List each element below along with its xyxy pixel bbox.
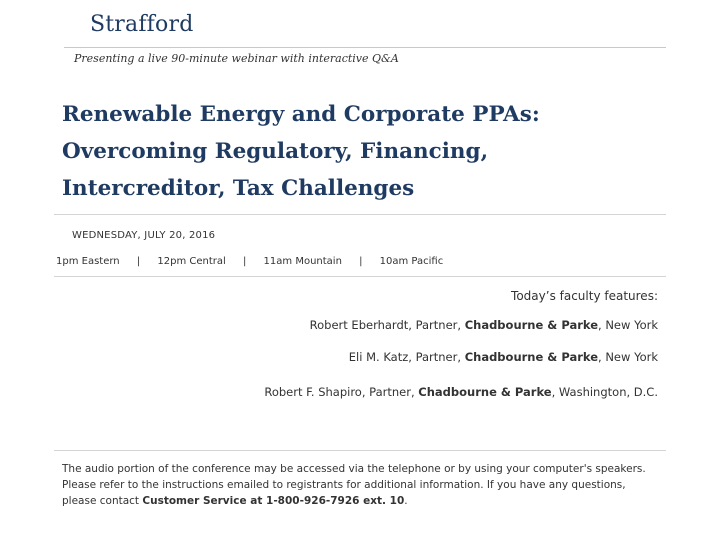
time-mountain: 11am Mountain bbox=[263, 256, 342, 267]
speaker-name: Robert F. Shapiro, Partner, bbox=[264, 385, 419, 399]
time-separator: | bbox=[242, 256, 247, 267]
divider bbox=[54, 214, 666, 215]
speaker-firm: Chadbourne & Parke bbox=[464, 318, 599, 332]
speaker-name: Eli M. Katz, Partner, bbox=[348, 350, 465, 364]
time-central: 12pm Central bbox=[157, 256, 226, 267]
footer-period: . bbox=[404, 495, 408, 507]
speaker-1 bbox=[310, 318, 658, 332]
divider bbox=[54, 450, 666, 451]
speaker-firm: Chadbourne & Parke bbox=[464, 350, 599, 364]
divider bbox=[54, 276, 666, 277]
speaker-name: Robert Eberhardt, Partner, bbox=[309, 318, 465, 332]
speaker-location: , New York bbox=[598, 350, 658, 364]
time-separator: | bbox=[359, 256, 363, 267]
time-separator: | bbox=[136, 256, 141, 267]
faculty-heading: Today’s faculty features: bbox=[511, 289, 658, 303]
webinar-date: WEDNESDAY, JULY 20, 2016 bbox=[72, 230, 216, 241]
webinar-title bbox=[62, 96, 672, 207]
title-line-3: Intercreditor, Tax Challenges bbox=[62, 176, 415, 201]
title-line-2: Overcoming Regulatory, Financing, bbox=[62, 139, 489, 164]
speaker-3 bbox=[264, 385, 658, 399]
strafford-logo: Strafford bbox=[90, 12, 194, 37]
speaker-location: , Washington, D.C. bbox=[551, 385, 658, 399]
webinar-times bbox=[56, 256, 443, 267]
title-line-1: Renewable Energy and Corporate PPAs: bbox=[62, 102, 540, 127]
tagline: Presenting a live 90-minute webinar with interactive Q&A bbox=[74, 52, 399, 65]
header-divider bbox=[64, 47, 666, 48]
time-pacific: 10am Pacific bbox=[379, 256, 444, 267]
speaker-location: , New York bbox=[598, 318, 658, 332]
audio-instructions bbox=[62, 461, 662, 509]
speaker-firm: Chadbourne & Parke bbox=[418, 385, 552, 399]
time-eastern: 1pm Eastern bbox=[56, 256, 120, 267]
audio-instructions-text: The audio portion of the conference may be accessed via the telephone or by using your computer's speakers. Please refer to the instructions emailed to registrants for additional information. If you have any questions, please contact bbox=[62, 463, 646, 507]
speaker-2 bbox=[349, 350, 658, 364]
customer-service-contact: Customer Service at 1-800-926-7926 ext. 10 bbox=[142, 495, 405, 507]
